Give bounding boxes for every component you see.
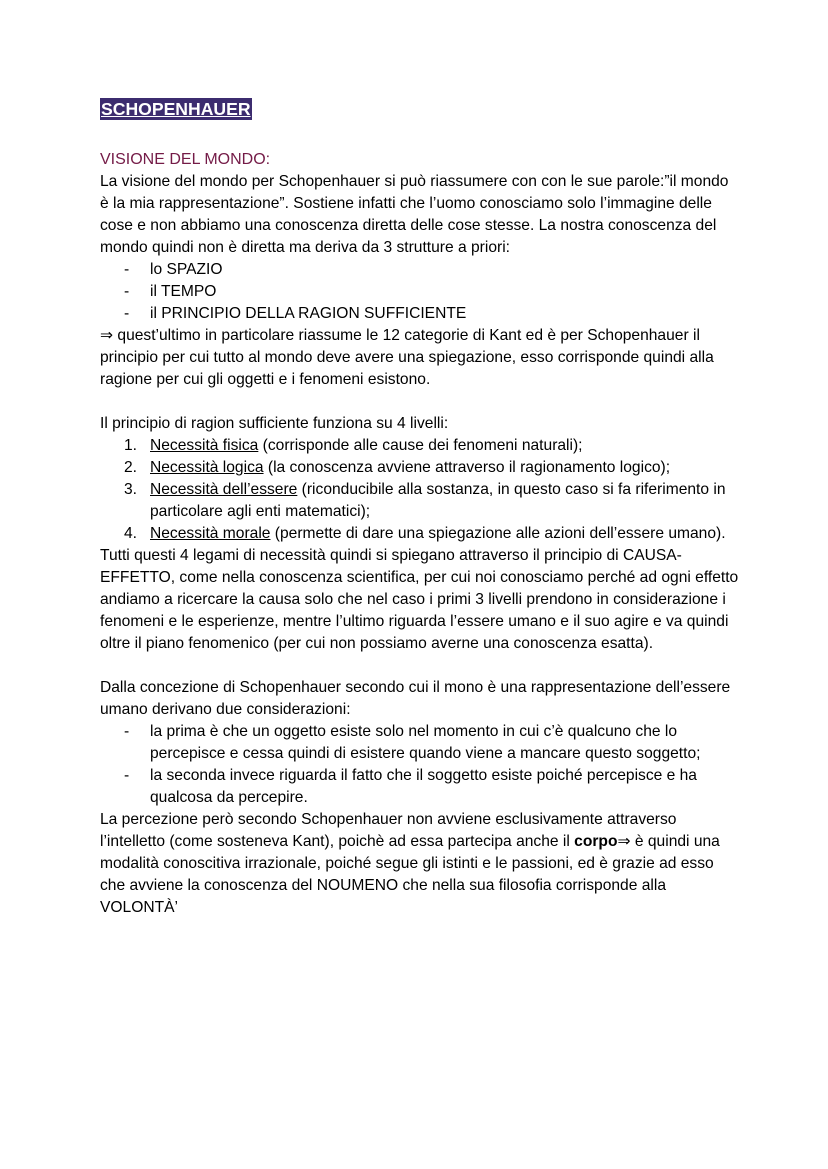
bold-term: corpo	[574, 833, 618, 850]
levels-list	[100, 435, 740, 545]
considerations-intro: Dalla concezione di Schopenhauer secondo cui il mono è una rappresentazione dell’essere umano derivano due considerazioni:	[100, 679, 731, 718]
dash-marker: -	[124, 305, 130, 322]
list-item: - la prima è che un oggetto esiste solo nel momento in cui c’è qualcuno che lo percepisce e cessa quindi di esistere quando viene a mancare questo soggetto;	[124, 723, 701, 762]
document-page	[100, 98, 740, 919]
dash-marker: -	[124, 283, 130, 300]
dash-marker: -	[124, 261, 130, 278]
list-item: 3. Necessità dell’essere (riconducibile alla sostanza, in questo caso si fa riferimento in particolare agli enti matematici);	[124, 481, 726, 520]
number-marker: 1.	[124, 437, 138, 454]
section-heading: VISIONE DEL MONDO:	[100, 151, 271, 168]
level-term: Necessità fisica	[150, 437, 259, 454]
dash-marker: -	[124, 767, 130, 784]
list-item: - il TEMPO	[100, 281, 740, 303]
number-marker: 4.	[124, 525, 138, 542]
principle-paragraph: ⇒ quest’ultimo in particolare riassume le 12 categorie di Kant ed è per Schopenhauer il principio per cui tutto al mondo deve avere una spiegazione, esso corrisponde quindi alla ragione per cui gli oggetti e i fenomeni esistono.	[100, 327, 714, 388]
structures-list	[100, 259, 740, 325]
intro-paragraph: La visione del mondo per Schopenhauer si può riassumere con con le sue parole:”il mondo è la mia rappresentazione”. Sostiene infatti che l’uomo conosciamo solo l’immagine delle cose e non abbiamo una conoscenza diretta delle cose stesse. La nostra conoscenza del mondo quindi non è diretta ma deriva da 3 strutture a priori:	[100, 173, 729, 256]
list-item: 1. Necessità fisica (corrisponde alle cause dei fenomeni naturali);	[100, 435, 740, 457]
considerations-list	[100, 721, 740, 809]
list-item: - lo SPAZIO	[100, 259, 740, 281]
number-marker: 3.	[124, 481, 138, 498]
list-item: - la seconda invece riguarda il fatto che il soggetto esiste poiché percepisce e ha qualcosa da percepire.	[124, 767, 697, 806]
dash-marker: -	[124, 723, 130, 740]
list-item: 2. Necessità logica (la conoscenza avviene attraverso il ragionamento logico);	[100, 457, 740, 479]
document-title: SCHOPENHAUER	[101, 99, 251, 119]
list-item: - il PRINCIPIO DELLA RAGION SUFFICIENTE	[100, 303, 740, 325]
level-term: Necessità morale	[150, 525, 271, 542]
level-term: Necessità logica	[150, 459, 264, 476]
list-item: 4. Necessità morale (permette di dare una spiegazione alle azioni dell’essere umano).	[100, 523, 740, 545]
number-marker: 2.	[124, 459, 138, 476]
final-paragraph: La percezione però secondo Schopenhauer non avviene esclusivamente attraverso l’intelletto (come sosteneva Kant), poichè ad essa partecipa anche il corpo⇒ è quindi una modalità conoscitiva irrazionale, poiché segue gli istinti e le passioni, ed è grazie ad esso che avviene la conoscenza del NOUMENO che nella sua filosofia corrisponde alla VOLONTÀ’	[100, 811, 720, 916]
causality-paragraph: Tutti questi 4 legami di necessità quindi si spiegano attraverso il principio di CAUSA-EFFETTO, come nella conoscenza scientifica, per cui noi conosciamo perché ad ogni effetto andiamo a ricercare la causa solo che nel caso i primi 3 livelli prendono in considerazione i fenomeni e le esperienze, mentre l’ultimo riguarda l’essere umano e il suo agire e va quindi oltre il piano fenomenico (per cui non possiamo averne una conoscenza esatta).	[100, 547, 739, 652]
levels-intro: Il principio di ragion sufficiente funziona su 4 livelli:	[100, 415, 449, 432]
level-term: Necessità dell’essere	[150, 481, 298, 498]
